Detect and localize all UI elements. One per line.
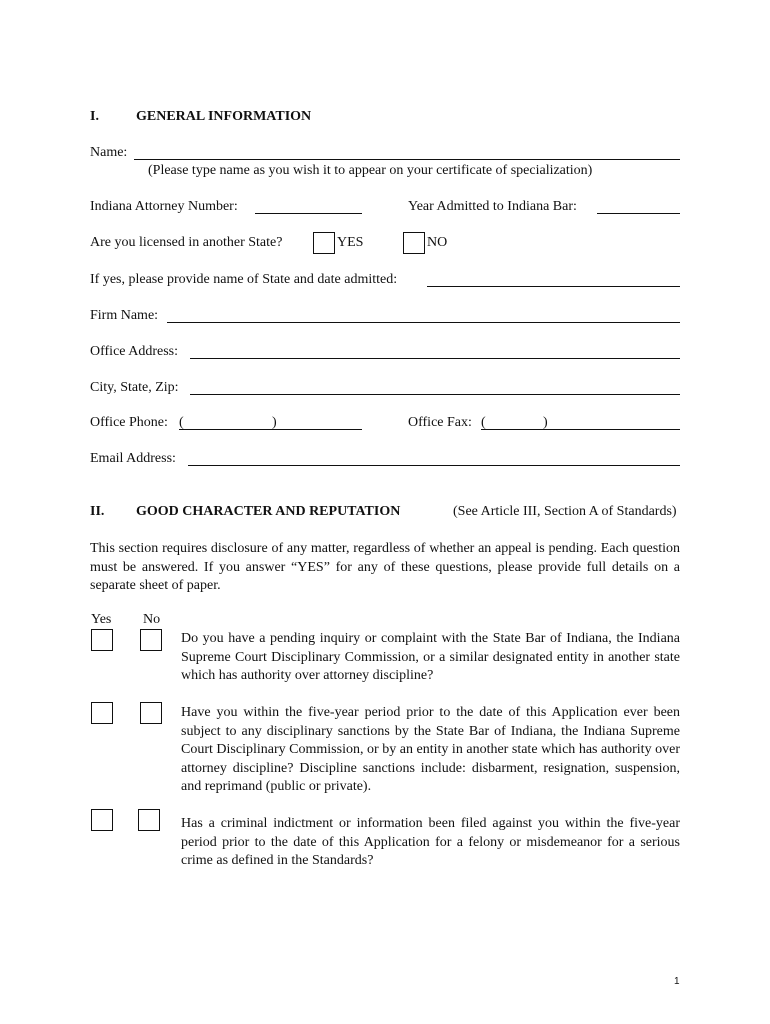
state-date-field[interactable] — [427, 286, 680, 287]
fax-paren-close: ) — [543, 415, 548, 430]
attorney-number-field[interactable] — [255, 213, 362, 214]
question-3-text: Has a criminal indictment or information been filed against you within the five-year period prior to the date of this Application for a felony or misdemeanor for a serious crime as defined in the Standards? — [181, 816, 680, 868]
licensed-question: Are you licensed in another State? — [90, 235, 283, 250]
name-label: Name: — [90, 145, 128, 160]
name-field[interactable] — [134, 159, 680, 160]
office-phone-field[interactable] — [179, 429, 362, 430]
office-fax-field[interactable] — [481, 429, 680, 430]
city-state-zip-field[interactable] — [190, 394, 680, 395]
question-1-yes-checkbox[interactable] — [91, 629, 113, 651]
question-3-yes-checkbox[interactable] — [91, 809, 113, 831]
page-number: 1 — [674, 976, 680, 987]
question-2-text: Have you within the five-year period prior to the date of this Application ever been subject to any disciplinary sanctions by the State Bar of Indiana, the Indiana Supreme Court Disciplinary Commission, or by an entity in another state which has authority over attorney discipline? Discipline sanctions include: disbarment, resignation, suspension, and reprimand (public or private). — [181, 705, 680, 794]
name-note: (Please type name as you wish it to appear on your certificate of specialization) — [148, 163, 593, 178]
firm-name-label: Firm Name: — [90, 308, 159, 323]
office-phone-label: Office Phone: — [90, 415, 168, 430]
state-date-label: If yes, please provide name of State and date admitted: — [90, 272, 398, 287]
section-2-intro: This section requires disclosure of any matter, regardless of whether an appeal is pending. Each question must be answered. If you answer “YES” for any of these questions, please provide full details on a separate sheet of paper. — [90, 541, 680, 593]
question-2-no-checkbox[interactable] — [140, 702, 162, 724]
phone-paren-close: ) — [272, 415, 277, 430]
email-address-label: Email Address: — [90, 451, 176, 466]
yes-column-header: Yes — [91, 612, 112, 627]
section-1-title: GENERAL INFORMATION — [136, 109, 312, 124]
licensed-yes-label: YES — [337, 235, 364, 250]
email-address-field[interactable] — [188, 465, 680, 466]
attorney-number-label: Indiana Attorney Number: — [90, 199, 238, 214]
year-admitted-field[interactable] — [597, 213, 680, 214]
no-column-header: No — [143, 612, 161, 627]
year-admitted-label: Year Admitted to Indiana Bar: — [408, 199, 577, 214]
office-address-label: Office Address: — [90, 344, 178, 359]
city-state-zip-label: City, State, Zip: — [90, 380, 179, 395]
section-2-number: II. — [90, 504, 105, 519]
licensed-no-label: NO — [427, 235, 448, 250]
licensed-yes-checkbox[interactable] — [313, 232, 335, 254]
question-3-no-checkbox[interactable] — [138, 809, 160, 831]
section-2-reference: (See Article III, Section A of Standards) — [453, 504, 677, 519]
question-2-yes-checkbox[interactable] — [91, 702, 113, 724]
licensed-no-checkbox[interactable] — [403, 232, 425, 254]
firm-name-field[interactable] — [167, 322, 680, 323]
question-1-text: Do you have a pending inquiry or complaint with the State Bar of Indiana, the Indiana Supreme Court Disciplinary Commission, or a similar designated entity in another state which has authority over attorney discipline? — [181, 631, 680, 683]
section-2-title: GOOD CHARACTER AND REPUTATION — [136, 504, 401, 519]
office-address-field[interactable] — [190, 358, 680, 359]
section-1-number: I. — [90, 109, 99, 124]
phone-paren-open: ( — [179, 415, 184, 430]
fax-paren-open: ( — [481, 415, 486, 430]
question-1-no-checkbox[interactable] — [140, 629, 162, 651]
office-fax-label: Office Fax: — [408, 415, 472, 430]
